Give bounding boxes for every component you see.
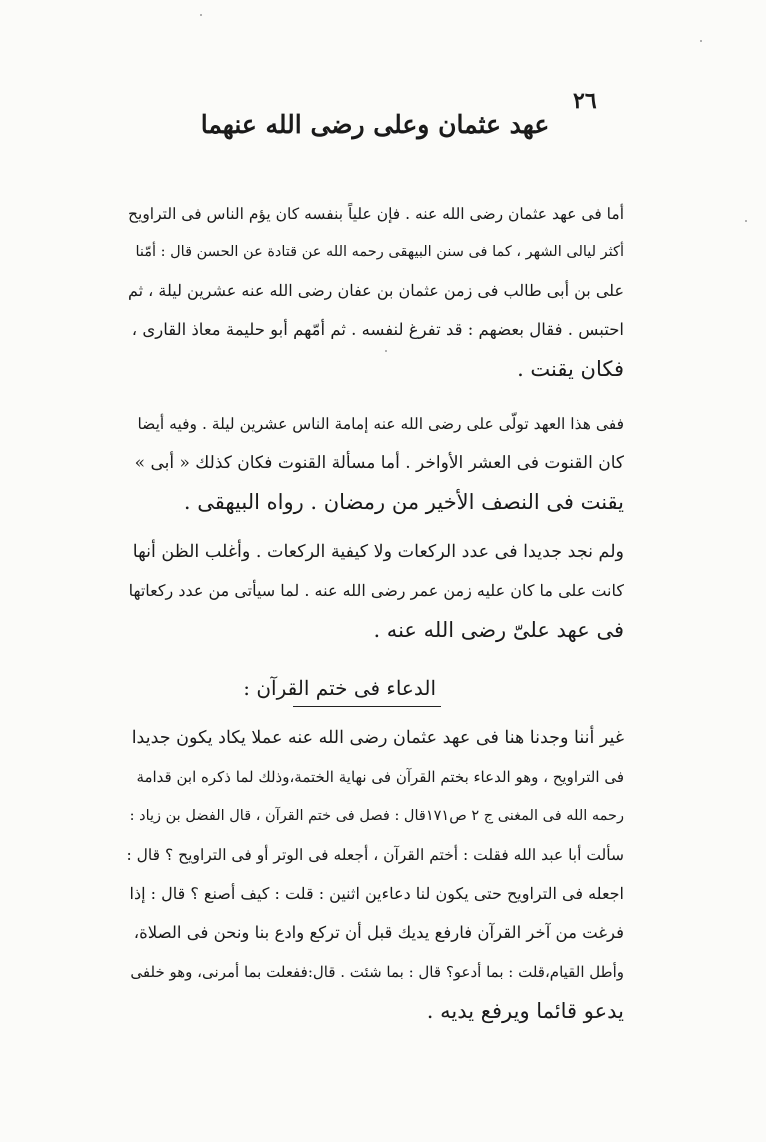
final-paragraph-line-2: فى التراويح ، وهو الدعاء بختم القرآن فى نهاية الختمة،وذلك لما ذكره ابن قدامة <box>136 768 624 786</box>
paragraph-1-line-4: احتبس . فقال بعضهم : قد تفرغ لنفسه . ثم أمّهم أبو حليمة معاذ القارى ، <box>131 320 624 339</box>
paragraph-1-line-3: على بن أبى طالب فى زمن عثمان بن عفان رضى الله عنه عشرين ليلة ، ثم <box>127 281 624 300</box>
scan-speck <box>745 220 747 222</box>
scan-speck <box>700 40 702 42</box>
scan-speck <box>385 350 387 352</box>
final-paragraph-line-7: وأطل القيام،قلت : بما أدعو؟ قال : بما شئت . قال:ففعلت بما أمرنى، وهو خلفى <box>130 963 624 981</box>
final-paragraph-line-1: غير أننا وجدنا هنا فى عهد عثمان رضى الله عنه عملا يكاد يكون جديدا <box>131 728 624 748</box>
paragraph-2-line-3: يقنت فى النصف الأخير من رمضان . رواه البيهقى . <box>183 490 624 514</box>
final-paragraph-line-8: يدعو قائما ويرفع يديه . <box>426 999 624 1023</box>
paragraph-3-line-2: كانت على ما كان عليه زمن عمر رضى الله عنه . لما سيأتى من عدد ركعاتها <box>128 581 624 600</box>
paragraph-2-line-1: ففى هذا العهد تولّى على رضى الله عنه إمامة الناس عشرين ليلة . وفيه أيضا <box>137 415 624 433</box>
paragraph-1-line-5: فكان يقنت . <box>517 357 624 381</box>
scan-speck <box>200 14 202 16</box>
final-paragraph-line-4: سألت أبا عبد الله فقلت : أختم القرآن ، أجعله فى الوتر أو فى التراويح ؟ قال : <box>126 846 624 864</box>
final-paragraph-line-6: فرغت من آخر القرآن فارفع يديك قبل أن تركع وادع بنا ونحن فى الصلاة، <box>133 923 624 942</box>
heading-underline <box>293 706 441 707</box>
page-number: ٢٦ <box>573 88 597 114</box>
chapter-title: عهد عثمان وعلى رضى الله عنهما <box>200 110 550 139</box>
paragraph-3-line-3: فى عهد علىّ رضى الله عنه . <box>373 618 624 642</box>
paragraph-3-line-1: ولم نجد جديدا فى عدد الركعات ولا كيفية الركعات . وأغلب الظن أنها <box>132 542 624 562</box>
final-paragraph-line-5: اجعله فى التراويح حتى يكون لنا دعاءين اثنين : قلت : كيف أصنع ؟ قال : إذا <box>129 884 624 903</box>
paragraph-2-line-2: كان القنوت فى العشر الأواخر . أما مسألة القنوت فكان كذلك « أبى » <box>134 453 624 473</box>
final-paragraph-line-3: رحمه الله فى المغنى ج ٢ ص١٧١قال : فصل فى ختم القرآن ، قال الفضل بن زياد : <box>129 808 624 824</box>
paragraph-1-line-1: أما فى عهد عثمان رضى الله عنه . فإن علياً بنفسه كان يؤم الناس فى التراويح <box>128 205 624 223</box>
paragraph-1-line-2: أكثر ليالى الشهر ، كما فى سنن البيهقى رحمه الله عن قتادة عن الحسن قال : أمّنا <box>135 244 624 260</box>
section-heading: الدعاء فى ختم القرآن : <box>243 676 436 700</box>
